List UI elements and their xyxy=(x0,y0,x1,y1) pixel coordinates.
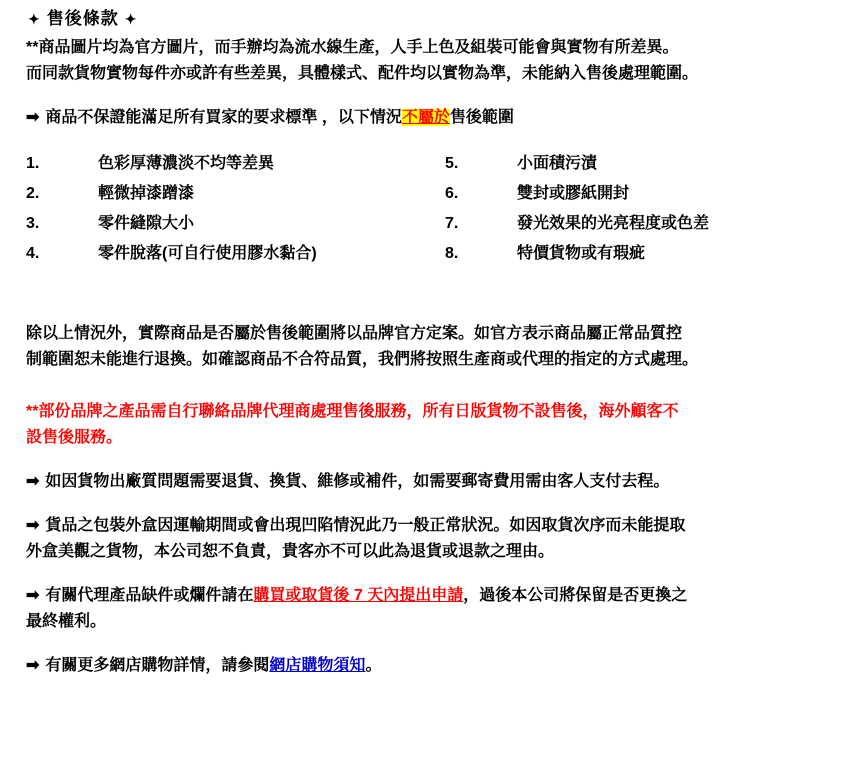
notice-highlight: 不屬於 xyxy=(401,109,450,126)
list-item-label: 雙封或膠紙開封 xyxy=(517,185,630,202)
list-item-number: 5. xyxy=(445,155,459,172)
list-item-label: 輕微掉漆蹭漆 xyxy=(98,185,195,202)
arrow-right-icon: ➡ xyxy=(26,109,40,126)
list-item xyxy=(26,239,445,269)
notice-after-text: 售後範圍 xyxy=(449,109,514,126)
list-item-number: 4. xyxy=(26,245,40,262)
body-paragraph-line-2: 制範圍恕未能進行退換。如確認商品不合符品質，我們將按照生產商或代理的指定的方式處理。 xyxy=(26,351,699,368)
bullet-packaging xyxy=(0,513,864,565)
list-item-number: 3. xyxy=(26,215,40,232)
list-item-number: 7. xyxy=(445,215,459,232)
arrow-right-icon: ➡ xyxy=(26,587,40,604)
list-item-label: 小面積污漬 xyxy=(517,155,598,172)
arrow-right-icon: ➡ xyxy=(26,657,40,674)
list-item xyxy=(445,239,864,269)
spacer xyxy=(0,269,864,295)
list-item-number: 6. xyxy=(445,185,459,202)
intro-line-1: **商品圖片均為官方圖片，而手辦均為流水線生產，人手上色及組裝可能會與實物有所差異。 xyxy=(26,39,679,56)
spacer xyxy=(0,373,864,399)
list-item-label: 零件縫隙大小 xyxy=(98,215,195,232)
spacer xyxy=(0,451,864,469)
more-info-before-text: 有關更多網店購物詳情，請參閱 xyxy=(45,657,270,674)
body-paragraph-line-1: 除以上情況外，實際商品是否屬於售後範圍將以品牌官方定案。如官方表示商品屬正常品質控 xyxy=(26,325,683,342)
list-item-label: 零件脫落(可自行使用膠水黏合) xyxy=(98,245,317,262)
intro-paragraph xyxy=(0,35,864,87)
bullet-shipping-cost xyxy=(0,469,864,495)
list-item-label: 發光效果的光亮程度或色差 xyxy=(517,215,710,232)
page-title-text: 售後條款 xyxy=(46,9,119,28)
spacer xyxy=(0,495,864,513)
more-info-after-text: 。 xyxy=(365,657,382,674)
spacer xyxy=(0,295,864,321)
spacer xyxy=(0,565,864,583)
notice-line xyxy=(0,105,864,131)
diamond-right-icon: ✦ xyxy=(124,11,138,27)
claim-line-2: 最終權利。 xyxy=(26,613,107,630)
body-paragraph xyxy=(0,321,864,373)
arrow-right-icon: ➡ xyxy=(26,473,40,490)
list-item-number: 8. xyxy=(445,245,459,262)
list-item xyxy=(26,149,445,179)
shopping-guide-link[interactable]: 網店購物須知 xyxy=(269,657,366,674)
spacer xyxy=(0,635,864,653)
claim-highlight: 購買或取貨後 7 天內提出申請 xyxy=(253,587,464,604)
claim-after-text: ，過後本公司將保留是否更換之 xyxy=(463,587,688,604)
exclusion-list-left-column xyxy=(26,149,445,269)
notice-before-text: 商品不保證能滿足所有買家的要求標準 ，以下情況 xyxy=(45,109,402,126)
bullet-more-info xyxy=(0,653,864,679)
list-item xyxy=(445,149,864,179)
warning-paragraph xyxy=(0,399,864,451)
claim-before-text: 有關代理產品缺件或爛件請在 xyxy=(45,587,254,604)
list-item xyxy=(26,179,445,209)
list-item-number: 2. xyxy=(26,185,40,202)
list-item-label: 色彩厚薄濃淡不均等差異 xyxy=(98,155,275,172)
warning-line-2: 設售後服務。 xyxy=(26,429,123,446)
list-item xyxy=(445,209,864,239)
spacer xyxy=(0,87,864,105)
diamond-left-icon: ✦ xyxy=(28,11,41,27)
bullet-text-line-2: 外盒美觀之貨物，本公司恕不負責，貴客亦不可以此為退貨或退款之理由。 xyxy=(26,543,555,560)
warning-line-1: **部份品牌之產品需自行聯絡品牌代理商處理售後服務，所有日版貨物不設售後，海外顧客不 xyxy=(26,403,679,420)
intro-line-2: 而同款貨物實物每件亦或許有些差異，具體樣式、配件均以實物為準，未能納入售後處理範圍。 xyxy=(26,65,699,82)
page-title xyxy=(0,0,864,35)
bullet-text: 如因貨物出廠質問題需要退貨、換貨、維修或補件，如需要郵寄費用需由客人支付去程。 xyxy=(45,473,670,490)
exclusion-list-right-column xyxy=(445,149,864,269)
bullet-claim-period xyxy=(0,583,864,635)
spacer xyxy=(0,131,864,149)
list-item-label: 特價貨物或有瑕疵 xyxy=(517,245,646,262)
list-item xyxy=(26,209,445,239)
arrow-right-icon: ➡ xyxy=(26,517,40,534)
list-item-number: 1. xyxy=(26,155,40,172)
bullet-text: 貨品之包裝外盒因運輸期間或會出現凹陷情況此乃一般正常狀況。如因取貨次序而未能提取 xyxy=(45,517,686,534)
exclusion-list xyxy=(0,149,864,269)
list-item xyxy=(445,179,864,209)
